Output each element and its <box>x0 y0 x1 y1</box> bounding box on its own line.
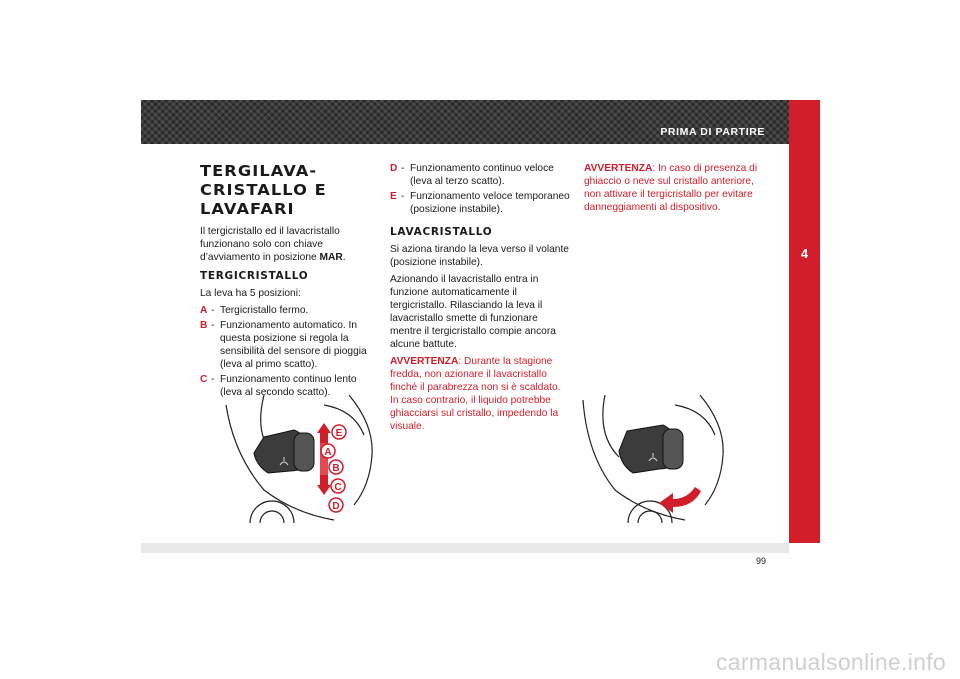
column-3 <box>584 162 764 218</box>
intro-paragraph <box>200 225 378 264</box>
warning-text: : Durante la stagione fredda, non azionare il lavacristallo finché il parabrezza non si è scaldato. In caso contrario, il liquido potrebbe ghiacciarsi sul cristallo, impedendo la visuale. <box>390 356 561 432</box>
page-number: 99 <box>755 556 766 566</box>
warning-label: AVVERTENZA <box>584 163 653 174</box>
item-dash: - <box>211 320 215 331</box>
label-c: C <box>334 482 342 493</box>
intro-end: . <box>342 252 346 263</box>
position-label-d <box>329 498 343 512</box>
pull-arrow-icon <box>659 487 701 513</box>
label-d: D <box>332 501 340 512</box>
header-band <box>141 100 789 144</box>
column-1 <box>200 162 378 401</box>
warning-label: AVVERTENZA <box>390 356 459 367</box>
footer-band <box>141 543 789 553</box>
position-label-a <box>321 444 335 458</box>
item-letter: D <box>390 163 398 174</box>
watermark: carmanualsonline.info <box>715 649 946 675</box>
item-text: Funzionamento automatico. In questa posizione si regola la sensibilità del sensore di pioggia (leva al primo scatto). <box>220 320 367 370</box>
item-text: Tergicristallo fermo. <box>220 305 309 316</box>
paragraph: Si aziona tirando la leva verso il volante (posizione instabile). <box>390 244 569 268</box>
label-a: A <box>324 447 332 458</box>
position-label-e <box>332 425 346 439</box>
list-item <box>390 162 570 188</box>
item-dash: - <box>211 305 215 316</box>
page-title: TERGILAVA- CRISTALLO E LAVAFARI <box>200 162 327 218</box>
position-label-c <box>331 479 345 493</box>
washer-stalk-figure <box>575 395 727 523</box>
position-label-b <box>329 460 343 474</box>
label-e: E <box>335 428 343 439</box>
chapter-tab <box>789 100 820 543</box>
column-2 <box>390 162 570 437</box>
item-dash: - <box>401 191 405 202</box>
list-item <box>390 190 570 216</box>
lead-text: La leva ha 5 posizioni: <box>200 288 301 299</box>
item-dash: - <box>401 163 405 174</box>
label-b: B <box>332 463 340 474</box>
subtitle-tergicristallo: TERGICRISTALLO <box>200 270 309 282</box>
item-letter: A <box>200 305 208 316</box>
item-dash: - <box>211 374 215 385</box>
item-text: Funzionamento continuo veloce (leva al terzo scatto). <box>410 163 554 187</box>
item-letter: C <box>200 374 208 385</box>
chapter-number: 4 <box>800 246 809 261</box>
item-letter: E <box>390 191 397 202</box>
wiper-stalk-figure <box>224 395 376 523</box>
position-arrows <box>317 423 331 495</box>
warning-paragraph <box>584 162 764 214</box>
item-text: Funzionamento continuo lento (leva al secondo scatto). <box>220 374 357 398</box>
warning-paragraph <box>390 355 570 433</box>
list-item <box>200 304 378 317</box>
intro-text: Il tergicristallo ed il lavacristallo funzionano solo con chiave d’avviamento in posizione <box>200 226 340 263</box>
list-item <box>200 319 378 371</box>
item-text: Funzionamento veloce temporaneo (posizione instabile). <box>410 191 570 215</box>
intro-mar: MAR <box>319 252 343 263</box>
warning-text: : In caso di presenza di ghiaccio o neve sul cristallo anteriore, non attivare il tergicristallo per evitare danneggiamenti al dispositivo. <box>584 163 758 213</box>
item-letter: B <box>200 320 208 331</box>
stalk-lever <box>619 425 683 473</box>
paragraph: Azionando il lavacristallo entra in funzione automaticamente il tergicristallo. Rilasciando la leva il lavacristallo smette di funzionare mentre il tergicristallo compie ancora alcune battute. <box>390 274 556 350</box>
subtitle-lavacristallo: LAVACRISTALLO <box>390 226 493 238</box>
section-title: PRIMA DI PARTIRE <box>660 126 765 138</box>
